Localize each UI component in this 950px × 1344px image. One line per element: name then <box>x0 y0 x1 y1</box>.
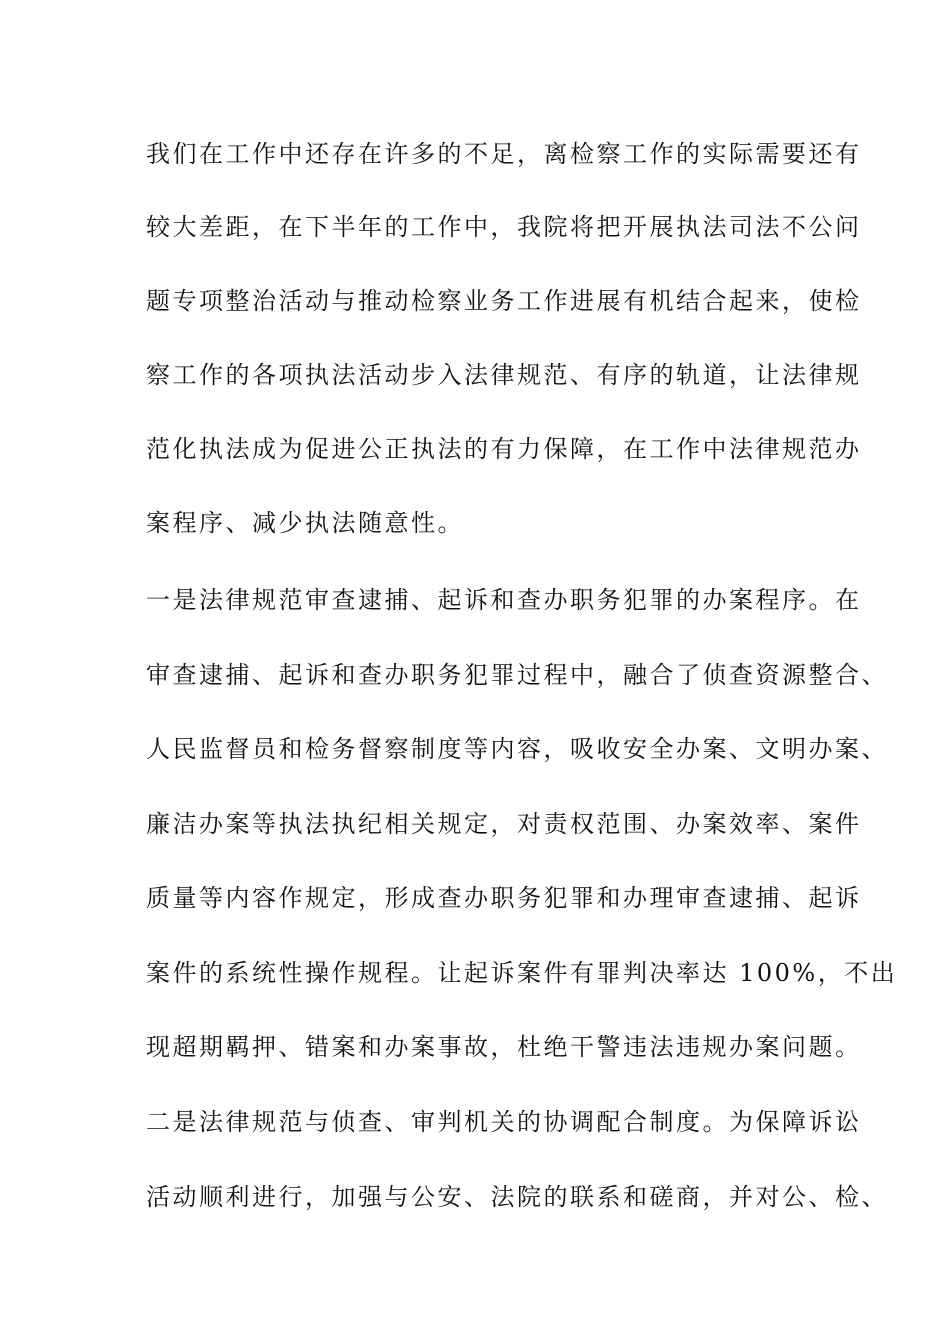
text-line: 案程序、减少执法随意性。 <box>146 509 464 537</box>
text-line: 案件的系统性操作规程。让起诉案件有罪判决率达 100%，不出 <box>146 959 898 987</box>
text-line: 范化执法成为促进公正执法的有力保障，在工作中法律规范办 <box>146 435 862 463</box>
text-line: 察工作的各项执法活动步入法律规范、有序的轨道，让法律规 <box>146 361 862 389</box>
text-line: 人民监督员和检务督察制度等内容，吸收安全办案、文明办案、 <box>146 735 888 763</box>
text-line: 二是法律规范与侦查、审判机关的协调配合制度。为保障诉讼 <box>146 1108 862 1136</box>
text-line: 质量等内容作规定，形成查办职务犯罪和办理审查逮捕、起诉 <box>146 884 862 912</box>
text-line: 审查逮捕、起诉和查办职务犯罪过程中，融合了侦查资源整合、 <box>146 661 888 689</box>
text-line: 较大差距，在下半年的工作中，我院将把开展执法司法不公问 <box>146 213 862 241</box>
text-line: 廉洁办案等执法执纪相关规定，对责权范围、办案效率、案件 <box>146 810 862 838</box>
text-line: 现超期羁押、错案和办案事故，杜绝干警违法违规办案问题。 <box>146 1033 862 1061</box>
text-line: 活动顺利进行，加强与公安、法院的联系和磋商，并对公、检、 <box>146 1183 888 1211</box>
text-line: 一是法律规范审查逮捕、起诉和查办职务犯罪的办案程序。在 <box>146 586 862 614</box>
text-line: 题专项整治活动与推动检察业务工作进展有机结合起来，使检 <box>146 287 862 315</box>
text-line: 我们在工作中还存在许多的不足，离检察工作的实际需要还有 <box>146 140 862 168</box>
